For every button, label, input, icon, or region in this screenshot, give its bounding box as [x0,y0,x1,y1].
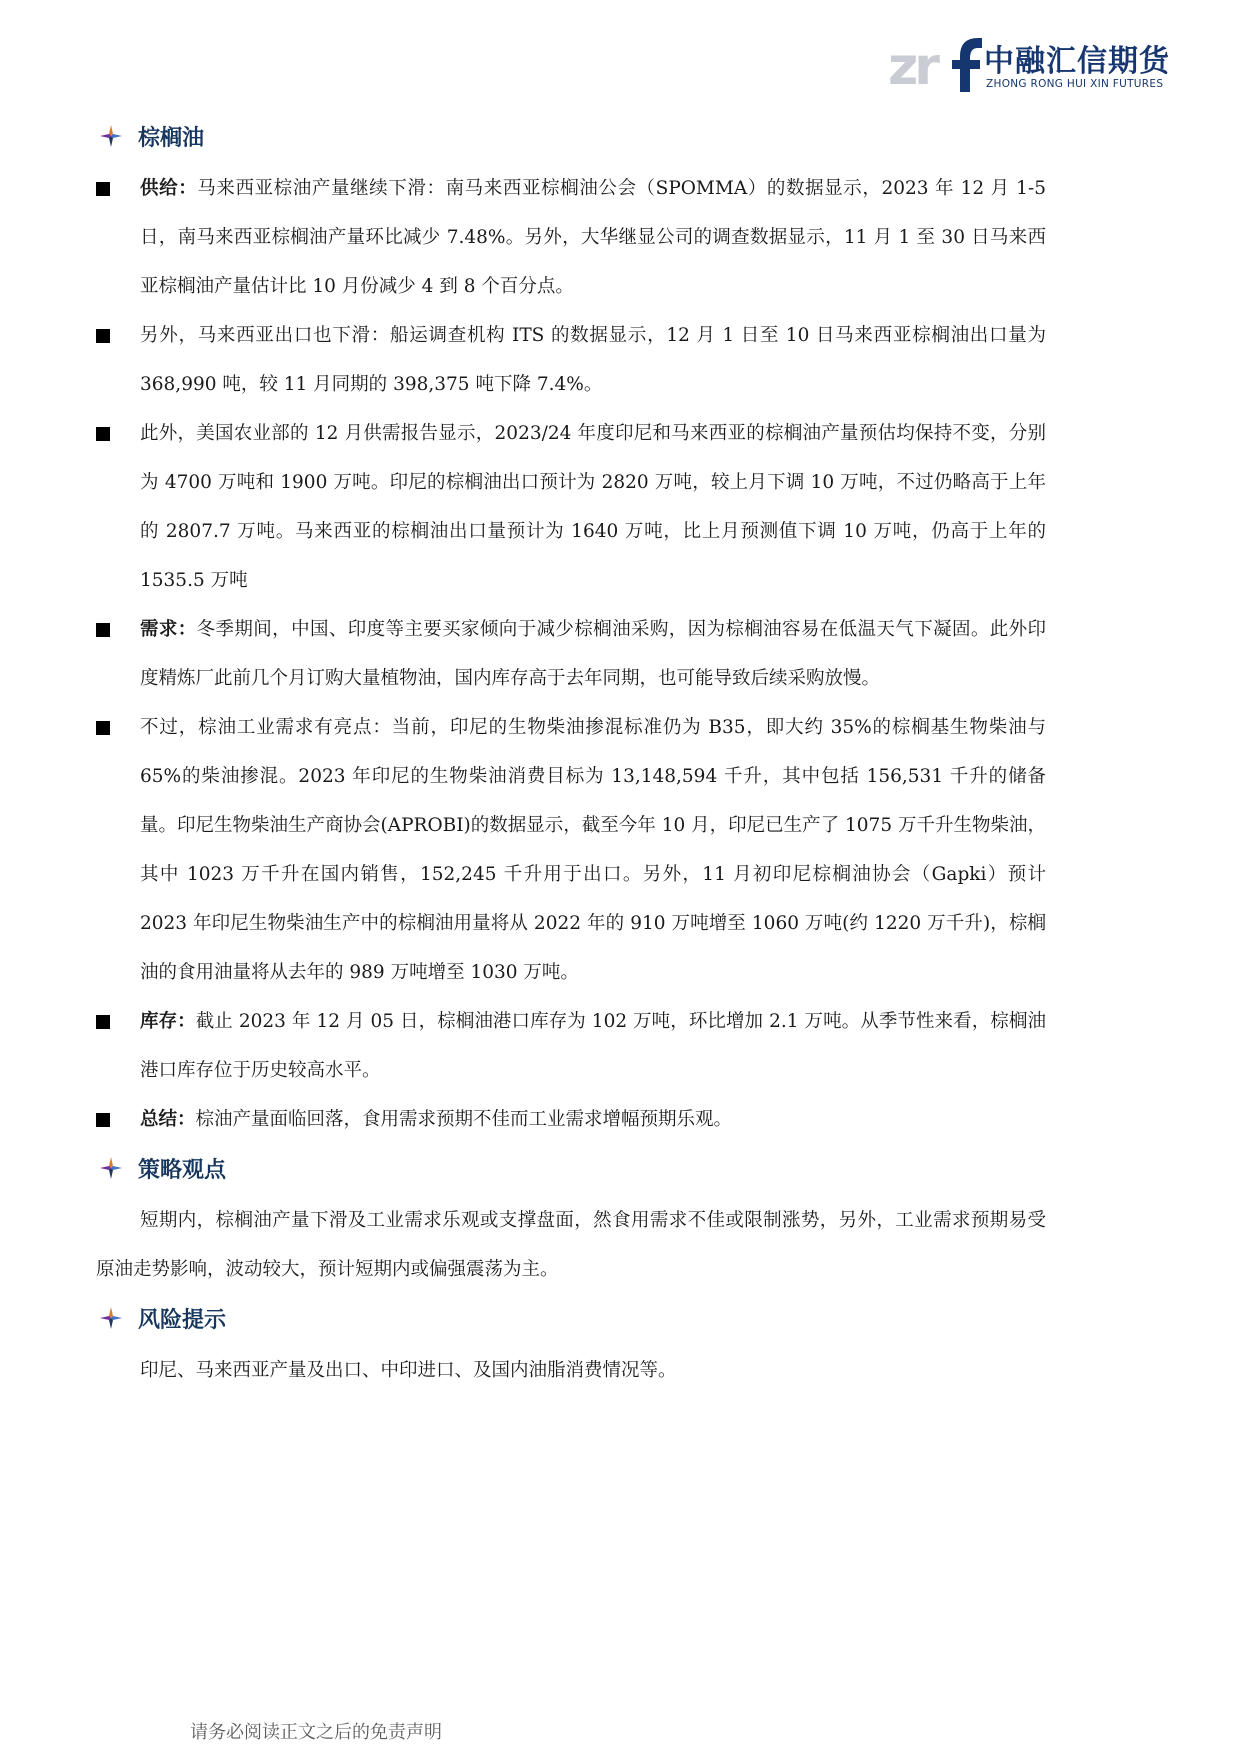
section-title: 策略观点 [138,1157,227,1183]
bullet-summary [96,1095,1046,1144]
bullet-inventory [96,997,1046,1095]
bullet-text: 不过，棕油工业需求有亮点：当前，印尼的生物柴油掺混标准仍为 B35，即大约 35%的棕榈基生物柴油与 65%的柴油掺混。2023 年印尼的生物柴油消费目标为 13,148,594 千升，其中包括 156,531 千升的储备量。印尼生物柴油生产商协会(APROBI)的数据显示，截至今年 10 月，印尼已生产了 1075 万千升生物柴油，其中 1023 万千升在国内销售，152,245 千升用于出口。另外，11 月初印尼棕榈油协会（Gapki）预计 2023 年印尼生物柴油生产中的棕榈油用量将从 2022 年的 910 万吨增至 1060 万吨(约 1220 万千升)，棕榈油的食用油量将从去年的 989 万吨增至 1030 万吨。 [140,717,1046,983]
section-heading-strategy [96,1144,1046,1192]
square-bullet-icon [96,427,110,441]
section-title: 棕榈油 [138,125,205,151]
bullet-label: 需求： [140,619,197,640]
report-content [96,112,1046,1395]
bullet-text: 冬季期间，中国、印度等主要买家倾向于减少棕榈油采购，因为棕榈油容易在低温天气下凝固。此外印度精炼厂此前几个月订购大量植物油，国内库存高于去年同期，也可能导致后续采购放慢。 [140,619,1046,689]
strategy-paragraph: 短期内，棕榈油产量下滑及工业需求乐观或支撑盘面，然食用需求不佳或限制涨势，另外，工业需求预期易受原油走势影响，波动较大，预计短期内或偏强震荡为主。 [96,1210,1046,1280]
risk-paragraph: 印尼、马来西亚产量及出口、中印进口、及国内油脂消费情况等。 [140,1360,677,1381]
bullet-demand [96,605,1046,703]
square-bullet-icon [96,1015,110,1029]
square-bullet-icon [96,1113,110,1127]
square-bullet-icon [96,721,110,735]
star-bullet-icon [96,123,126,149]
company-logo [888,32,1180,94]
bullet-supply [96,164,1046,311]
logo-english-name: ZHONG RONG HUI XIN FUTURES [986,78,1164,90]
disclaimer-footer: 请务必阅读正文之后的免责声明 [190,1722,442,1743]
section-heading-palm-oil [96,112,1046,160]
section-heading-risk [96,1294,1046,1342]
bullet-text: 棕油产量面临回落，食用需求预期不佳而工业需求增幅预期乐观。 [195,1109,733,1130]
bullet-label: 库存： [140,1011,196,1032]
square-bullet-icon [96,329,110,343]
bullet-usda [96,409,1046,605]
bullet-text: 此外，美国农业部的 12 月供需报告显示，2023/24 年度印尼和马来西亚的棕榈油产量预估均保持不变，分别为 4700 万吨和 1900 万吨。印尼的棕榈油出口预计为 2820 万吨，较上月下调 10 万吨，不过仍略高于上年的 2807.7 万吨。马来西亚的棕榈油出口量预计为 1640 万吨，比上月预测值下调 10 万吨，仍高于上年的 1535.5 万吨 [140,423,1046,591]
zrf-logo-mark [888,32,984,94]
bullet-label: 供给： [140,178,198,199]
bullet-label: 总结： [140,1109,196,1130]
section-title: 风险提示 [138,1307,227,1333]
bullet-export [96,311,1046,409]
square-bullet-icon [96,182,110,196]
bullet-text: 截止 2023 年 12 月 05 日，棕榈油港口库存为 102 万吨，环比增加 2.1 万吨。从季节性来看，棕榈油港口库存位于历史较高水平。 [140,1011,1046,1081]
logo-chinese-name: 中融汇信期货 [984,44,1170,79]
star-bullet-icon [96,1305,126,1331]
star-bullet-icon [96,1155,126,1181]
square-bullet-icon [96,623,110,637]
bullet-text: 另外，马来西亚出口也下滑：船运调查机构 ITS 的数据显示，12 月 1 日至 10 日马来西亚棕榈油出口量为 368,990 吨，较 11 月同期的 398,375 吨下降 7.4%。 [140,325,1046,395]
bullet-text: 马来西亚棕油产量继续下滑：南马来西亚棕榈油公会（SPOMMA）的数据显示，2023 年 12 月 1-5 日，南马来西亚棕榈油产量环比减少 7.48%。另外，大华继显公司的调查数据显示，11 月 1 至 30 日马来西亚棕榈油产量估计比 10 月份减少 4 到 8 个百分点。 [140,178,1046,297]
bullet-industrial-demand [96,703,1046,997]
svg-text:zr: zr [888,37,936,94]
